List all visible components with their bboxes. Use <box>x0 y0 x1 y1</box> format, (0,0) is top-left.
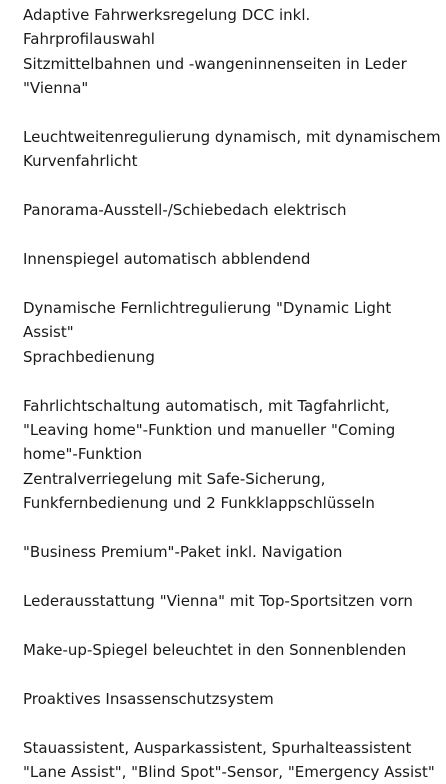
feature-item: Proaktives Insassenschutzsystem <box>23 690 274 708</box>
feature-item: Lederausstattung "Vienna" mit Top-Sportsitzen vorn <box>23 592 413 610</box>
feature-item: "Business Premium"-Paket inkl. Navigation <box>23 543 343 561</box>
feature-item: Leuchtweitenregulierung dynamisch, mit dynamischem Kurvenfahrlicht <box>23 128 441 170</box>
feature-item: Panorama-Ausstell-/Schiebedach elektrisch <box>23 201 347 219</box>
feature-item: Fahrlichtschaltung automatisch, mit Tagfahrlicht, "Leaving home"-Funktion und manueller "Coming home"-Funktion <box>23 397 396 463</box>
feature-item: Zentralverriegelung mit Safe-Sicherung, Funkfernbedienung und 2 Funkklappschlüsseln <box>23 470 375 512</box>
feature-item: Stauassistent, Ausparkassistent, Spurhalteassistent "Lane Assist", "Blind Spot"-Sensor, "Emergency Assist" <box>23 739 435 781</box>
feature-item: Dynamische Fernlichtregulierung "Dynamic Light Assist" <box>23 299 392 341</box>
feature-item: Innenspiegel automatisch abblendend <box>23 250 311 268</box>
feature-item: Sprachbedienung <box>23 348 155 366</box>
feature-item: Sitzmittelbahnen und -wangeninnenseiten in Leder "Vienna" <box>23 55 407 97</box>
feature-item: Adaptive Fahrwerksregelung DCC inkl. Fahrprofilauswahl <box>23 6 311 48</box>
feature-item: Make-up-Spiegel beleuchtet in den Sonnenblenden <box>23 641 407 659</box>
